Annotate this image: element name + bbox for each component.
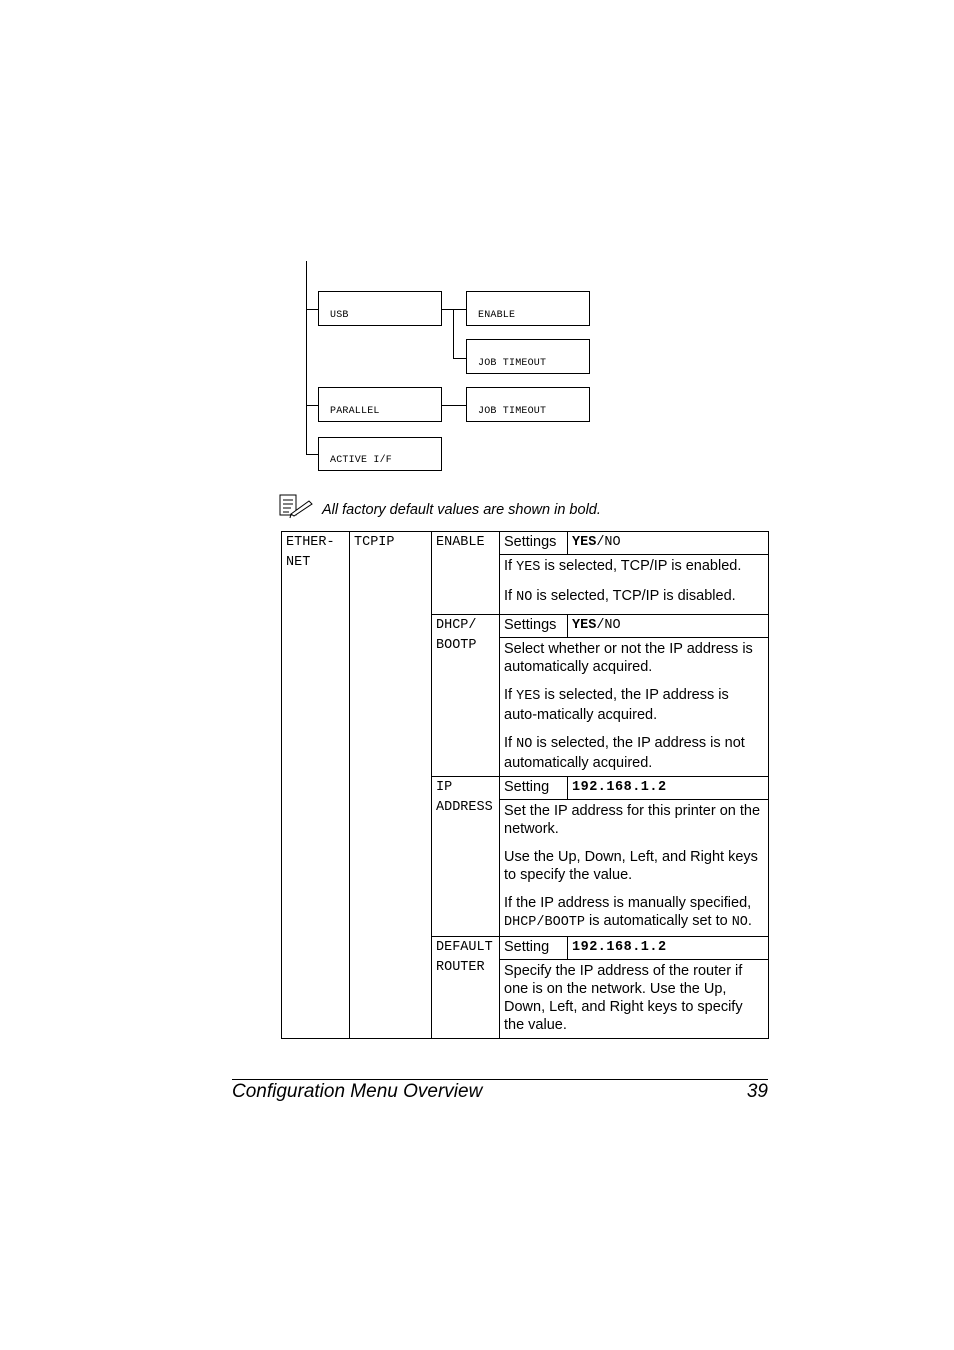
- setting-label: Setting: [500, 937, 568, 960]
- menu-item-ip-address: IP ADDRESS: [432, 777, 500, 937]
- tree-node-parallel-job-timeout: [466, 387, 590, 422]
- default-value: YES: [572, 618, 597, 633]
- description-cell: [500, 800, 769, 937]
- tree-node-label: PARALLEL: [330, 406, 380, 417]
- tree-connector: [453, 358, 466, 359]
- menu-item-default-router: DEFAULT ROUTER: [432, 937, 500, 1039]
- other-value: NO: [604, 535, 621, 550]
- other-value: NO: [604, 618, 621, 633]
- description-cell: [500, 638, 769, 777]
- tree-connector: [453, 309, 454, 359]
- description-cell: [500, 555, 769, 615]
- tree-trunk: [306, 261, 307, 454]
- value-separator: /: [596, 618, 605, 633]
- settings-label: Settings: [500, 615, 568, 638]
- menu-level-1-line1: ETHER-: [286, 535, 335, 550]
- tree-connector: [442, 309, 466, 310]
- menu-level-1: [282, 532, 350, 1039]
- setting-value: 192.168.1.2: [568, 937, 769, 960]
- description-cell: [500, 960, 769, 1039]
- tree-node-label: USB: [330, 310, 349, 321]
- description-paragraph: Set the IP address for this printer on the network.: [504, 803, 761, 837]
- table-row: [282, 532, 769, 555]
- settings-value: [568, 615, 769, 638]
- note-pencil-icon: [279, 494, 315, 520]
- tree-branch-usb: [306, 309, 318, 310]
- description-paragraph: If NO is selected, the IP address is not automatically acquired.: [504, 735, 745, 771]
- description-paragraph: If YES is selected, the IP address is auto-matically acquired.: [504, 687, 729, 723]
- footer-title: Configuration Menu Overview: [232, 1081, 483, 1102]
- menu-item-enable: [432, 532, 500, 615]
- value-separator: /: [596, 535, 605, 550]
- menu-level-2: [350, 532, 432, 1039]
- tree-node-label: ACTIVE I/F: [330, 455, 393, 466]
- menu-level-1-line2: NET: [286, 555, 311, 570]
- footer-rule: [232, 1079, 768, 1080]
- tree-node-label: JOB TIMEOUT: [478, 358, 547, 369]
- setting-value: 192.168.1.2: [568, 777, 769, 800]
- tree-node-usb: [318, 291, 442, 326]
- menu-level-2-label: TCPIP: [354, 535, 395, 550]
- settings-label: Settings: [500, 532, 568, 555]
- tree-node-enable: [466, 291, 590, 326]
- page-number: 39: [746, 1081, 768, 1102]
- description-paragraph: If YES is selected, TCP/IP is enabled.: [504, 558, 742, 575]
- note-text: All factory default values are shown in bold.: [322, 502, 601, 518]
- tree-node-parallel: [318, 387, 442, 422]
- description-paragraph: If NO is selected, TCP/IP is disabled.: [504, 588, 736, 605]
- tree-branch-active: [306, 454, 318, 455]
- tree-node-active-if: [318, 437, 442, 471]
- settings-table: [281, 531, 769, 1039]
- settings-value: [568, 532, 769, 555]
- tree-node-label: ENABLE: [478, 310, 516, 321]
- menu-item-label: ENABLE: [436, 535, 485, 550]
- description-paragraph: Specify the IP address of the router if one is on the network. Use the Up, Down, Left, and Right keys to specify the value.: [504, 963, 743, 1033]
- tree-node-usb-job-timeout: [466, 339, 590, 374]
- description-paragraph: Select whether or not the IP address is automatically acquired.: [504, 641, 753, 675]
- setting-label: Setting: [500, 777, 568, 800]
- tree-node-label: JOB TIMEOUT: [478, 406, 547, 417]
- description-paragraph: Use the Up, Down, Left, and Right keys to specify the value.: [504, 849, 758, 883]
- menu-item-dhcp-bootp: DHCP/ BOOTP: [432, 615, 500, 777]
- description-paragraph: If the IP address is manually specified, DHCP/BOOTP is automatically set to NO.: [504, 895, 752, 930]
- default-value: YES: [572, 535, 597, 550]
- tree-branch-parallel: [306, 405, 318, 406]
- tree-connector: [442, 405, 466, 406]
